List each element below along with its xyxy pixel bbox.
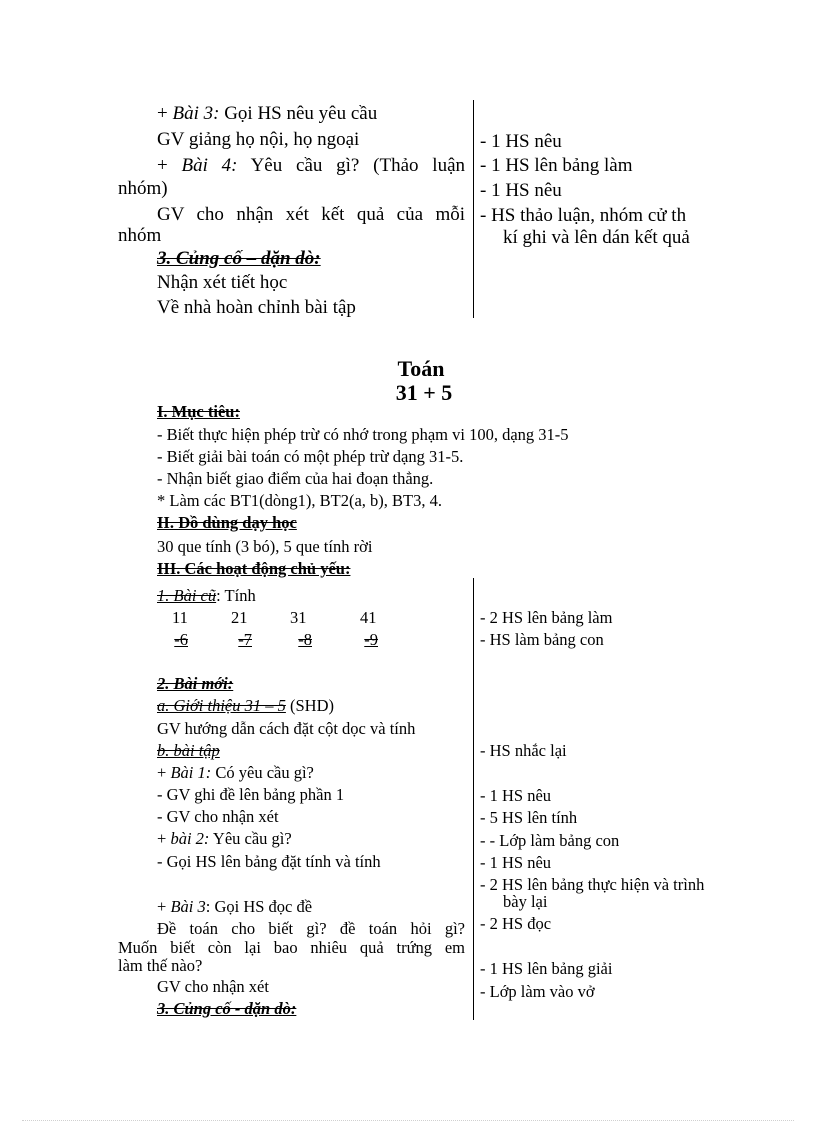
part1-right-3: - 1 HS nêu: [480, 180, 562, 201]
part1-bai4-line: + Bài 4: Yêu cầu gì? (Thảo luận: [157, 155, 466, 176]
lesson-subject-title: Toán: [397, 356, 445, 381]
gv-cho-nhanxet-2: GV cho nhận xét: [157, 977, 269, 996]
de-toan-line-c: làm thế nào?: [118, 956, 203, 975]
part1-gv-nhanxet: GV cho nhận xét kết quả của mỗi: [157, 204, 465, 225]
part2-cungco-heading: 3. Củng cố - dặn dò:: [157, 999, 297, 1018]
calc-bottom: -7: [238, 630, 252, 649]
part2-right-9: - 2 HS đọc: [480, 914, 552, 933]
calc-top: 31: [290, 608, 307, 627]
part1-right-4a: - HS thảo luận, nhóm cử th: [480, 205, 687, 226]
part1-bai3-line: + Bài 3: Gọi HS nêu yêu cầu: [157, 103, 378, 124]
part1-gv-nhanxet-b: nhóm: [118, 225, 162, 246]
calc-top: 11: [172, 608, 188, 627]
baitap-heading: b. bài tập: [157, 741, 220, 760]
part2-right-11: - Lớp làm vào vở: [480, 982, 595, 1001]
part1-cungco-heading: 3. Củng cố – dặn dò:: [157, 248, 321, 269]
materials-text: 30 que tính (3 bó), 5 que tính rời: [157, 537, 373, 556]
objectives-title: I. Mục tiêu:: [157, 402, 240, 421]
page-bottom-border: [22, 1120, 794, 1121]
de-toan-line-b: Muốn biết còn lại bao nhiêu quả trứng em: [118, 938, 465, 957]
de-toan-line-a: Đề toán cho biết gì? đề toán hỏi gì?: [157, 919, 465, 938]
part1-ve-nha: Về nhà hoàn chỉnh bài tập: [157, 297, 356, 318]
gv-ghi-de: - GV ghi đề lên bảng phần 1: [157, 785, 345, 804]
calc-bottom: -8: [298, 630, 312, 649]
objective-item: * Làm các BT1(dòng1), BT2(a, b), BT3, 4.: [157, 491, 443, 510]
calc-bottom: -6: [174, 630, 188, 649]
part1-divider: [473, 100, 474, 318]
part2-right-8b: bày lại: [503, 892, 548, 911]
bai2-line: + bài 2: Yêu cầu gì?: [157, 829, 292, 848]
part1-bai3-label: Bài 3:: [172, 103, 220, 124]
gv-huong-dan: GV hướng dẫn cách đặt cột dọc và tính: [157, 719, 416, 738]
bai3-label: Bài 3: [170, 897, 206, 916]
goi-hs-len-bang: - Gọi HS lên bảng đặt tính và tính: [157, 852, 381, 871]
part2-right-1: - 2 HS lên bảng làm: [480, 608, 613, 627]
baicu-line: 1. Bài cũ: Tính: [157, 586, 256, 605]
part2-right-5: - 5 HS lên tính: [480, 808, 578, 827]
objective-item: - Nhận biết giao điểm của hai đoạn thẳng.: [157, 469, 434, 488]
part1-nhanxet-tiet: Nhận xét tiết học: [157, 272, 288, 293]
part2-right-2: - HS làm bảng con: [480, 630, 604, 649]
objective-item: - Biết thực hiện phép trừ có nhớ trong phạm vi 100, dạng 31-5: [157, 425, 569, 444]
bai3-line: + Bài 3: Gọi HS đọc đề: [157, 897, 313, 916]
calc-top: 21: [231, 608, 248, 627]
bai1-label: Bài 1:: [170, 763, 212, 782]
part1-gv-giang: GV giảng họ nội, họ ngoại: [157, 129, 360, 150]
part1-right-1: - 1 HS nêu: [480, 131, 562, 152]
part2-right-3: - HS nhắc lại: [480, 741, 567, 760]
part2-right-10: - 1 HS lên bảng giải: [480, 959, 613, 978]
gv-cho-nhanxet: - GV cho nhận xét: [157, 807, 279, 826]
calc-top: 41: [360, 608, 377, 627]
part2-right-4: - 1 HS nêu: [480, 786, 552, 805]
bai1-line: + Bài 1: Có yêu cầu gì?: [157, 763, 314, 782]
bai2-label: bài 2:: [170, 829, 210, 848]
part1-bai4-line-b: nhóm): [118, 178, 168, 199]
part2-right-6: - - Lớp làm bảng con: [480, 831, 620, 850]
baicu-label: 1. Bài cũ: [157, 586, 217, 605]
part1-right-4b: kí ghi và lên dán kết quả: [503, 227, 690, 248]
gioithieu-label: a. Giới thiệu 31 – 5: [157, 696, 286, 715]
part2-right-7: - 1 HS nêu: [480, 853, 552, 872]
part2-divider: [473, 578, 474, 1020]
baimoi-heading: 2. Bài mới:: [157, 674, 234, 693]
lesson-topic-title: 31 + 5: [395, 380, 453, 405]
part1-right-2: - 1 HS lên bảng làm: [480, 155, 633, 176]
part1-bai4-label: Bài 4:: [181, 155, 238, 176]
calc-bottom: -9: [364, 630, 378, 649]
objective-item: - Biết giải bài toán có một phép trừ dạng 31-5.: [157, 447, 464, 466]
part2-right-8a: - 2 HS lên bảng thực hiện và trình: [480, 875, 705, 894]
activities-title: III. Các hoạt động chủ yếu:: [157, 559, 351, 578]
gioithieu-line: a. Giới thiệu 31 – 5 (SHD): [157, 696, 335, 715]
materials-title: II. Đồ dùng dạy học: [157, 513, 297, 532]
